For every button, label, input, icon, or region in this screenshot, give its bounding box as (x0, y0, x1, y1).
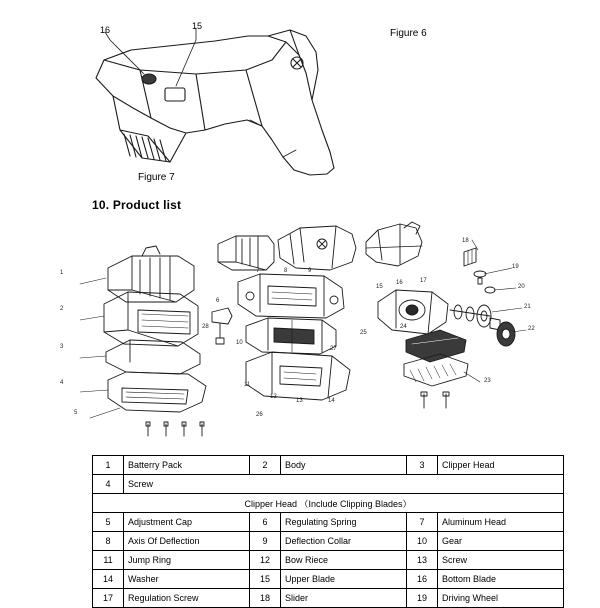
diagram-number-11: 11 (244, 382, 251, 388)
part-number: 16 (407, 570, 438, 589)
diagram-number-10: 10 (236, 340, 243, 346)
diagram-number-14: 14 (328, 398, 335, 404)
part-name: Screw (438, 551, 564, 570)
part-number: 7 (407, 513, 438, 532)
diagram-number-3: 3 (60, 344, 64, 350)
diagram-number-20: 20 (518, 284, 525, 290)
part-name: Batterry Pack (124, 456, 250, 475)
diagram-number-9: 9 (308, 268, 312, 274)
diagram-number-12: 12 (270, 394, 277, 400)
table-row (93, 551, 564, 570)
part-name: Bottom Blade (438, 570, 564, 589)
part-number: 8 (93, 532, 124, 551)
exploded-diagram-drawing (60, 212, 560, 447)
diagram-number-19: 19 (512, 264, 519, 270)
callout-16: 16 (100, 25, 111, 35)
part-number: 10 (407, 532, 438, 551)
part-number: 18 (250, 589, 281, 608)
part-name: Jump Ring (124, 551, 250, 570)
figure-7-label: Figure 7 (138, 172, 175, 183)
table-row (93, 532, 564, 551)
table-row (93, 513, 564, 532)
diagram-number-23: 23 (484, 378, 491, 384)
part-number: 6 (250, 513, 281, 532)
diagram-number-16: 16 (396, 280, 403, 286)
section-title: 10. Product list (92, 198, 182, 212)
table-row (93, 475, 564, 494)
diagram-number-1: 1 (60, 270, 64, 276)
part-name: Bow Riece (281, 551, 407, 570)
part-name: Screw (124, 475, 564, 494)
diagram-number-2: 2 (60, 306, 64, 312)
diagram-number-22: 22 (528, 326, 535, 332)
diagram-number-27: 27 (330, 346, 337, 352)
figure-6-7-drawing (0, 0, 600, 195)
diagram-number-15: 15 (376, 284, 383, 290)
part-number: 4 (93, 475, 124, 494)
diagram-number-18: 18 (462, 238, 469, 244)
part-number: 11 (93, 551, 124, 570)
part-number: 3 (407, 456, 438, 475)
part-name: Axis Of Deflection (124, 532, 250, 551)
part-number: 13 (407, 551, 438, 570)
part-name: Body (281, 456, 407, 475)
part-name: Deflection Collar (281, 532, 407, 551)
parts-list-table (92, 455, 564, 608)
part-number: 2 (250, 456, 281, 475)
diagram-number-7: 7 (256, 268, 260, 274)
diagram-number-17: 17 (420, 278, 427, 284)
clipper-head-band-label: Clipper Head （Include Clipping Blades） (93, 494, 564, 513)
part-number: 1 (93, 456, 124, 475)
callout-15: 15 (192, 21, 203, 31)
part-number: 9 (250, 532, 281, 551)
exploded-parts-diagram (60, 212, 560, 447)
part-name: Regulation Screw (124, 589, 250, 608)
part-name: Washer (124, 570, 250, 589)
diagram-number-13: 13 (296, 398, 303, 404)
part-name: Upper Blade (281, 570, 407, 589)
diagram-number-8: 8 (284, 268, 288, 274)
figure-6-label: Figure 6 (390, 28, 427, 39)
diagram-number-24: 24 (400, 324, 407, 330)
table-row-section-header (93, 494, 564, 513)
part-number: 17 (93, 589, 124, 608)
part-number: 14 (93, 570, 124, 589)
part-number: 15 (250, 570, 281, 589)
part-number: 5 (93, 513, 124, 532)
diagram-number-28: 28 (202, 324, 209, 330)
diagram-number-4: 4 (60, 380, 64, 386)
part-name: Regulating Spring (281, 513, 407, 532)
part-number: 19 (407, 589, 438, 608)
diagram-number-21: 21 (524, 304, 531, 310)
table-row (93, 589, 564, 608)
diagram-number-25: 25 (360, 330, 367, 336)
diagram-number-26: 26 (256, 412, 263, 418)
table-row (93, 570, 564, 589)
part-name: Aluminum Head (438, 513, 564, 532)
part-name: Slider (281, 589, 407, 608)
top-figure-area (0, 0, 600, 195)
table-row (93, 456, 564, 475)
diagram-number-6: 6 (216, 298, 220, 304)
part-name: Adjustment Cap (124, 513, 250, 532)
part-number: 12 (250, 551, 281, 570)
part-name: Driving Wheel (438, 589, 564, 608)
part-name: Gear (438, 532, 564, 551)
diagram-number-5: 5 (74, 410, 78, 416)
part-name: Clipper Head (438, 456, 564, 475)
